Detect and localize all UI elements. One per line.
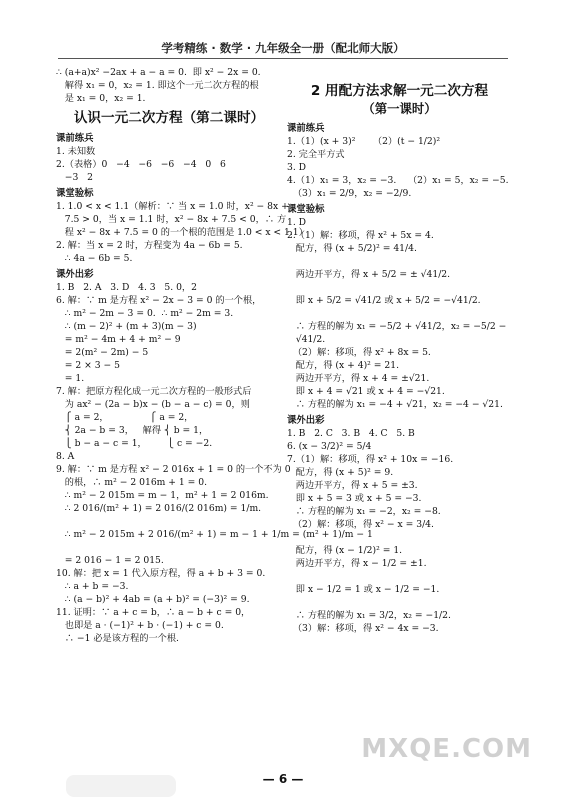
answer-line: 的根，∴ m² − 2 016m + 1 = 0.: [56, 477, 208, 488]
section-heading: 课前练兵: [56, 133, 94, 144]
answer-line: 即 x − 1/2 = 1 或 x − 1/2 = −1.: [287, 584, 440, 595]
answer-line: ∴ 2 016/(m² + 1) = 2 016/(2 016m) = 1/m.: [56, 503, 262, 514]
section-heading: 课堂验标: [56, 188, 94, 199]
answer-line: 7.（1）解：移项，得 x² + 10x = −16.: [287, 454, 454, 465]
answer-line: 7.5 > 0，当 x = 1.1 时，x² − 8x + 7.5 < 0，∴ 方: [56, 214, 287, 225]
answer-line: 1. 1.0 < x < 1.1（解析：∵ 当 x = 1.0 时，x² − 8x +: [56, 201, 289, 212]
answer-line: 4.（1）x₁ = 3，x₂ = −3. （2）x₁ = 5，x₂ = −5.: [287, 175, 509, 186]
answer-line: [287, 255, 512, 268]
answer-line: 6. 解：∵ m 是方程 x² − 2x − 3 = 0 的一个根，: [56, 295, 262, 306]
answer-line: ∴ 方程的解为 x₁ = −2，x₂ = −8.: [287, 506, 441, 517]
answer-line: [287, 281, 512, 294]
answer-line: 11. 证明：∵ a + c = b，∴ a − b + c = 0，: [56, 607, 251, 618]
answer-line: 即 x + 5 = 3 或 x + 5 = −3.: [287, 493, 422, 504]
answer-line: √41/2.: [287, 334, 326, 345]
answer-line: = 2(m² − 2m) − 5: [56, 347, 149, 358]
answer-line: ∴ (m − 2)² + (m + 3)(m − 3): [56, 321, 197, 332]
answer-line: ∴ 4a − 6b = 5.: [56, 253, 133, 264]
answer-line: 两边开平方，得 x − 1/2 = ±1.: [287, 558, 427, 569]
answer-line: 7. 解：把原方程化成一元二次方程的一般形式后: [56, 386, 252, 397]
answer-line: [287, 531, 512, 544]
answer-line: ∴ 方程的解为 x₁ = −4 + √21，x₂ = −4 − √21.: [287, 399, 503, 410]
answer-line: [287, 596, 512, 609]
answer-line: ⎨ 2a − b = 3， 解得 ⎨ b = 1，: [56, 425, 209, 436]
answer-line: 配方，得 (x + 4)² = 21.: [287, 360, 399, 371]
answer-line: ∴ 方程的解为 x₁ = 3/2，x₂ = −1/2.: [287, 610, 451, 621]
lesson-subtitle: （第一课时）: [362, 101, 437, 116]
answer-line: 即 x + 5/2 = √41/2 或 x + 5/2 = −√41/2.: [287, 295, 481, 306]
answer-line: 3. D: [287, 162, 307, 173]
answer-line: 两边开平方，得 x + 5/2 = ± √41/2.: [287, 269, 451, 280]
answer-line: 1. D: [287, 217, 307, 228]
section-heading: 课外出彩: [287, 415, 325, 426]
answer-line: 6. (x − 3/2)² = 5/4: [287, 441, 372, 452]
answer-line: 程 x² − 8x + 7.5 = 0 的一个根的范围是 1.0 < x < 1.1）: [56, 227, 308, 238]
answer-line: 是 x₁ = 0，x₂ = 1.: [56, 93, 146, 104]
answer-line: 两边开平方，得 x + 5 = ±3.: [287, 480, 418, 491]
answer-line: 配方，得 (x + 5)² = 9.: [287, 467, 394, 478]
answer-line: 2.（表格）0 −4 −6 −6 −4 0 6: [56, 159, 226, 170]
answer-line: （2）解：移项，得 x² − x = 3/4.: [287, 519, 434, 530]
answer-line: 1.（1）(x + 3)² （2）(t − 1/2)²: [287, 136, 441, 147]
answer-line: [56, 515, 282, 528]
answer-line: ∴ m² − 2 015m + 2 016/(m² + 1) = m − 1 + 1/m = (m² + 1)/m − 1: [56, 529, 373, 540]
answer-line: 解得 x₁ = 0，x₂ = 1. 即这个一元二次方程的根: [56, 80, 259, 91]
answer-line: 也即是 a · (−1)² + b · (−1) + c = 0.: [56, 620, 224, 631]
answer-line: （3）解：移项，得 x² − 4x = −3.: [287, 623, 439, 634]
answer-line: = 2 × 3 − 5: [56, 360, 120, 371]
answer-line: ∴ −1 必是该方程的一个根.: [56, 633, 179, 644]
answer-line: [287, 307, 512, 320]
answer-line: ∴ m² − 2m − 3 = 0. ∴ m² − 2m = 3.: [56, 308, 234, 319]
answer-line: [56, 541, 282, 554]
section-heading: 课堂验标: [287, 204, 325, 215]
answer-line: 1. B 2. C 3. B 4. C 5. B: [287, 428, 415, 439]
answer-line: ∴ a + b = −3.: [56, 581, 129, 592]
page-number: — 6 —: [262, 772, 304, 786]
answer-line: 2.（1）解：移项，得 x² + 5x = 4.: [287, 230, 434, 241]
page-header: 学考精练 · 数学 · 九年级全一册（配北师大版）: [161, 41, 405, 55]
section-heading: 课外出彩: [56, 269, 94, 280]
answer-line: 9. 解：∵ m 是方程 x² − 2 016x + 1 = 0 的一个不为 0: [56, 464, 291, 475]
header-rule: [58, 58, 508, 59]
lesson-title: 2 用配方法求解一元二次方程: [310, 83, 489, 99]
answer-line: 配方，得 (x − 1/2)² = 1.: [287, 545, 403, 556]
answer-line: （2）解：移项，得 x² + 8x = 5.: [287, 347, 431, 358]
answer-line: ∴ m² − 2 015m = m − 1，m² + 1 = 2 016m.: [56, 490, 269, 501]
answer-line: ∴ (a+a)x² −2ax + a − a = 0. 即 x² − 2x = 0.: [56, 67, 261, 78]
answer-line: 即 x + 4 = √21 或 x + 4 = −√21.: [287, 386, 445, 397]
answer-line: 1. B 2. A 3. D 4. 3 5. 0，2: [56, 282, 197, 293]
lesson-title: 认识一元二次方程（第二课时）: [73, 110, 265, 126]
answer-line: −3 2: [56, 172, 93, 183]
answer-line: 两边开平方，得 x + 4 = ±√21.: [287, 373, 430, 384]
watermark: MXQE.COM: [361, 734, 532, 764]
answer-line: = 1.: [56, 373, 85, 384]
answer-line: ⎩ b − a − c = 1， ⎩ c = −2.: [56, 438, 213, 449]
right-column: [287, 66, 512, 635]
answer-line: （3）x₁ = 2/9，x₂ = −2/9.: [287, 188, 412, 199]
answer-line: = m² − 4m + 4 + m² − 9: [56, 334, 181, 345]
answer-line: 10. 解：把 x = 1 代入原方程，得 a + b + 3 = 0.: [56, 568, 266, 579]
section-heading: 课前练兵: [287, 123, 325, 134]
answer-line: ∴ (a − b)² + 4ab = (a + b)² = (−3)² = 9.: [56, 594, 250, 605]
answer-line: 2. 完全平方式: [287, 149, 345, 160]
answer-line: ⎧ a = 2， ⎧ a = 2，: [56, 412, 194, 423]
answer-line: 2. 解：当 x = 2 时，方程变为 4a − 6b = 5.: [56, 240, 243, 251]
answer-line: [287, 570, 512, 583]
answer-line: 1. 未知数: [56, 146, 96, 157]
answer-line: 8. A: [56, 451, 75, 462]
answer-line: = 2 016 − 1 = 2 015.: [56, 555, 164, 566]
answer-line: ∴ 方程的解为 x₁ = −5/2 + √41/2，x₂ = −5/2 −: [287, 321, 507, 332]
answer-line: 为 ax² − (2a − b)x − (b − a − c) = 0，则: [56, 399, 250, 410]
answer-line: 配方，得 (x + 5/2)² = 41/4.: [287, 243, 417, 254]
